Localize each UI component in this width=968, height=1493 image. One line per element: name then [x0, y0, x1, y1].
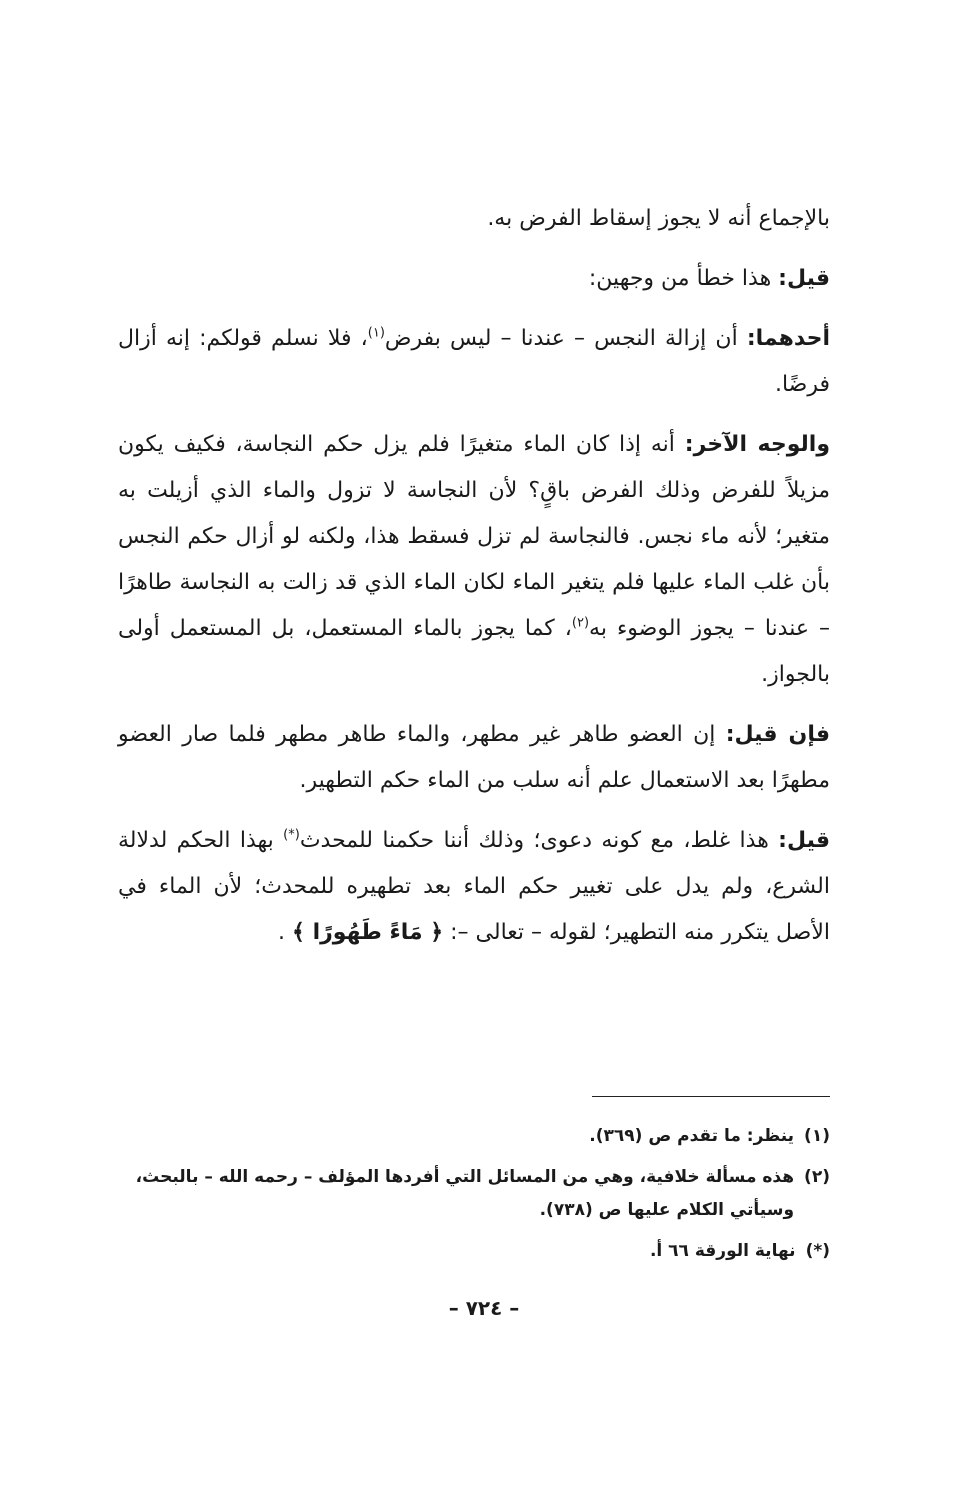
footnote-divider [592, 1096, 830, 1097]
footnote-1-marker: (١) [804, 1126, 830, 1146]
footnote-1-text: ينظر: ما تقدم ص (٣٦٩). [589, 1126, 795, 1146]
footnote-2-text: هذه مسألة خلافية، وهي من المسائل التي أفردها المؤلف – رحمه الله – بالبحث، وسيأتي الكلام عليها ص (٧٣٨). [135, 1167, 795, 1220]
paragraph-6-text-2: بهذا الحكم لدلالة الشرع، ولم يدل على تغيير حكم الماء بعد تطهيره للمحدث؛ لأن الماء في الأصل يتكرر منه التطهير؛ لقوله – تعالى –: [118, 828, 830, 945]
paragraph-6 [118, 818, 830, 956]
footnote-2 [118, 1161, 830, 1227]
paragraph-2 [118, 256, 830, 302]
paragraph-2-text: هذا خطأ من وجهين: [588, 266, 779, 291]
quran-quote: ﴿ مَاءً طَهُورًا ﴾ [292, 920, 444, 945]
footnotes [118, 1120, 830, 1276]
footnote-1 [118, 1120, 830, 1153]
paragraph-3 [118, 316, 830, 408]
footnote-2-marker: (٢) [804, 1167, 830, 1187]
paragraph-3-text-1: أن إزالة النجس – عندنا – ليس بفرض [384, 326, 747, 351]
paragraph-1-text: بالإجماع أنه لا يجوز إسقاط الفرض به. [487, 206, 830, 231]
page-number: – ٧٢٤ – [448, 1296, 520, 1320]
paragraph-5 [118, 712, 830, 804]
footnote-ref-star[interactable]: (*) [283, 827, 300, 843]
paragraph-4-lead: والوجه الآخر: [684, 432, 830, 457]
main-text [118, 196, 830, 970]
paragraph-3-text-2: ، فلا نسلم قولكم: إنه أزال فرضًا. [118, 326, 830, 397]
paragraph-4-text-1: أنه إذا كان الماء متغيرًا فلم يزل حكم النجاسة، فكيف يكون مزيلاً للفرض وذلك الفرض باقٍ؟ لأن النجاسة لا تزول والماء الذي أزيلت به متغير؛ لأنه ماء نجس. فالنجاسة لم تزل فسقط هذا، ولكنه لو أزال حكم النجس بأن غلب الماء عليها فلم يتغير الماء لكان الماء الذي قد زالت به النجاسة طاهرًا – عندنا – يجوز الوضوء به [118, 432, 830, 641]
paragraph-6-text-1: هذا غلط، مع كونه دعوى؛ وذلك أننا حكمنا للمحدث [299, 828, 779, 853]
footnote-star [118, 1235, 830, 1268]
paragraph-6-end: . [278, 920, 293, 945]
paragraph-6-lead: قيل: [778, 828, 830, 853]
footnote-ref-1[interactable]: (١) [367, 325, 385, 341]
paragraph-4-text-2: ، كما يجوز بالماء المستعمل، بل المستعمل أولى بالجواز. [118, 616, 830, 687]
paragraph-5-text: إن العضو طاهر غير مطهر، والماء طاهر مطهر فلما صار العضو مطهرًا بعد الاستعمال علم أنه سلب من الماء حكم التطهير. [118, 722, 830, 793]
footnote-ref-2[interactable]: (٢) [571, 615, 590, 631]
paragraph-5-lead: فإن قيل: [725, 722, 830, 747]
paragraph-3-lead: أحدهما: [746, 326, 831, 351]
paragraph-4 [118, 422, 830, 698]
paragraph-2-lead: قيل: [778, 266, 830, 291]
footnote-star-marker: (*) [805, 1241, 830, 1261]
footnote-star-text: نهاية الورقة ٦٦ أ. [649, 1241, 796, 1261]
paragraph-1 [118, 196, 830, 242]
